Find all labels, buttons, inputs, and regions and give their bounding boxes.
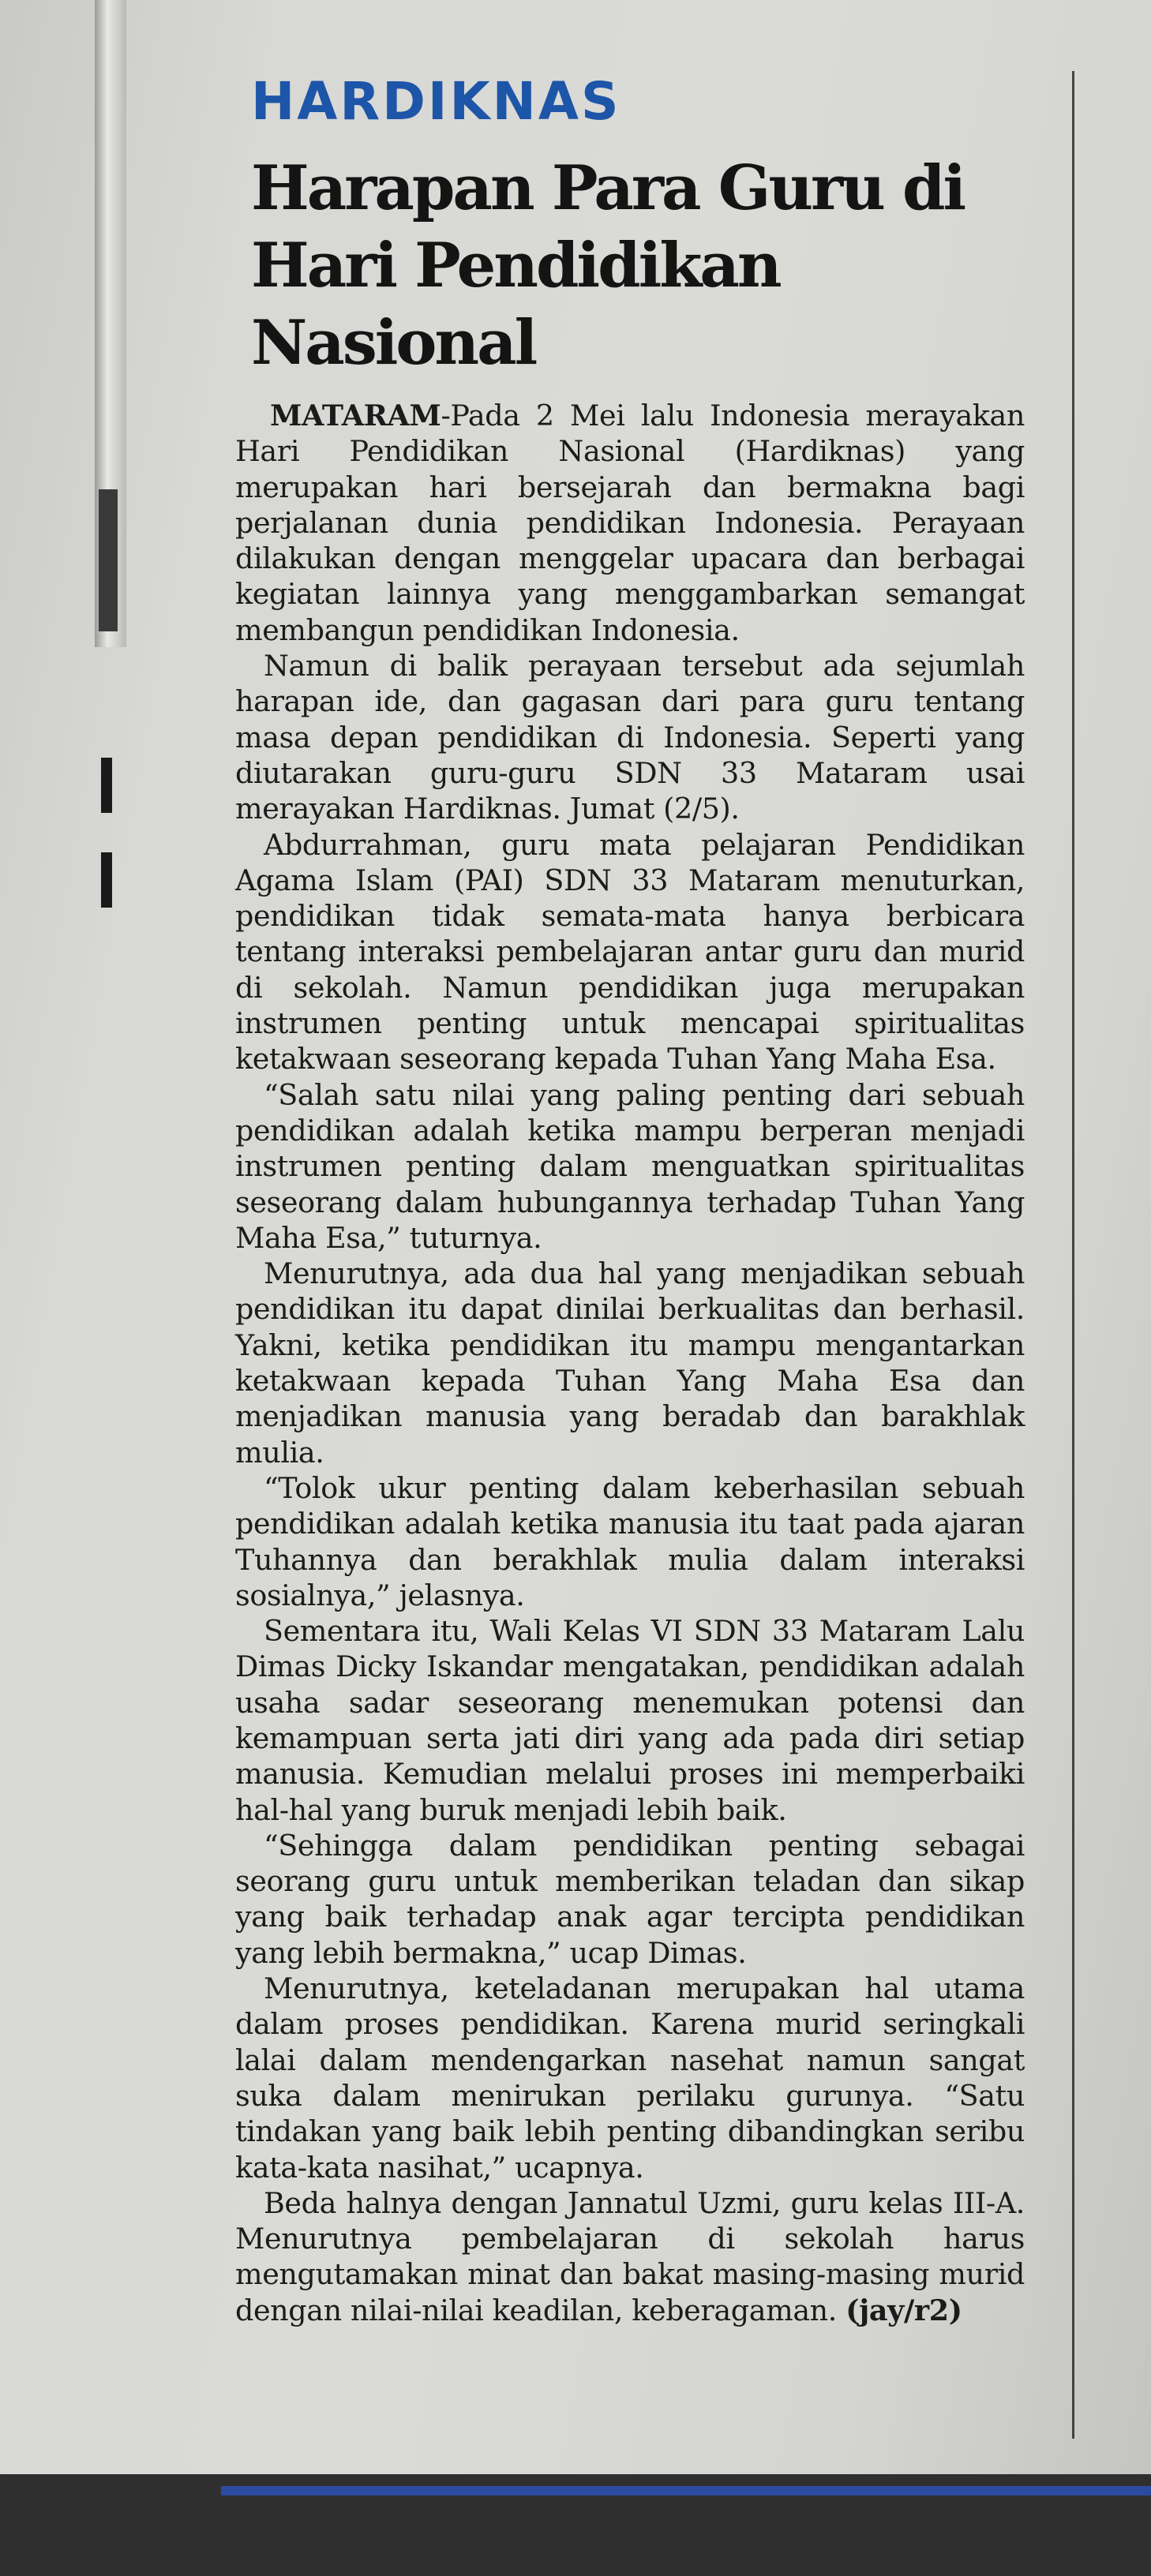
headline: Harapan Para Guru di Hari Pendidikan Nasional [251, 152, 965, 379]
paragraph: Abdurrahman, guru mata pelajaran Pendidikan Agama Islam (PAI) SDN 33 Mataram menuturkan, pendidikan tidak semata-mata hanya berbicara tentang interaksi pembelajaran antar guru dan murid di sekolah. Namun pendidikan juga merupakan instrumen penting untuk mencapai spiritualitas ketakwaan seseorang kepada Tuhan Yang Maha Esa. [235, 827, 1025, 1076]
page-fold-shadow [99, 489, 118, 631]
paragraph: Namun di balik perayaan tersebut ada sejumlah harapan ide, dan gagasan dari para guru tentang masa depan pendidikan di Indonesia. Seperti yang diutarakan guru-guru SDN 33 Mataram usai merayakan Hardiknas. Jumat (2/5). [235, 649, 1025, 826]
paragraph: “Sehingga dalam pendidikan penting sebagai seorang guru untuk memberikan teladan dan sikap yang baik terhadap anak agar tercipta pendidikan yang lebih bermakna,” ucap Dimas. [235, 1828, 1025, 1970]
paragraph: Menurutnya, ada dua hal yang menjadikan sebuah pendidikan itu dapat dinilai berkualitas dan berhasil. Yakni, ketika pendidikan itu mampu mengantarkan ketakwaan kepada Tuhan Yang Maha Esa dan menjadikan manusia yang beradab dan barakhlak mulia. [235, 1256, 1025, 1470]
section-label: HARDIKNAS [251, 71, 621, 132]
column-rule [1072, 71, 1074, 2439]
dateline: MATARAM [270, 399, 441, 432]
paragraph: “Tolok ukur penting dalam keberhasilan sebuah pendidikan adalah ketika manusia itu taat pada ajaran Tuhannya dan berakhlak mulia dalam interaksi sosialnya,” jelasnya. [235, 1470, 1025, 1612]
left-fragment-bar [101, 852, 112, 908]
bottom-rule [221, 2486, 1151, 2496]
left-column-fragment [101, 758, 133, 947]
paragraph: Sementara itu, Wali Kelas VI SDN 33 Mataram Lalu Dimas Dicky Iskandar mengatakan, pendidikan adalah usaha sadar seseorang menemukan potensi dan kemampuan serta jati diri yang ada pada diri setiap manusia. Kemudian melalui proses ini memperbaiki hal-hal yang buruk menjadi lebih baik. [235, 1614, 1025, 1827]
left-fragment-bar [101, 758, 112, 813]
paragraph-text: Beda halnya dengan Jannatul Uzmi, guru kelas III-A. Menurutnya pembelajaran di sekolah harus mengutamakan minat dan bakat masing-masing murid dengan nilai-nilai keadilan, keberagaman. [235, 2185, 1025, 2327]
paragraph [235, 398, 1025, 648]
paragraph: Menurutnya, keteladanan merupakan hal utama dalam proses pendidikan. Karena murid seringkali lalai dalam mendengarkan nasehat namun sangat suka dalam menirukan perilaku gurunya. “Satu tindakan yang baik lebih penting dibandingkan seribu kata-kata nasihat,” ucapnya. [235, 1971, 1025, 2185]
byline: (jay/r2) [845, 2293, 962, 2327]
article [235, 71, 1025, 2328]
paragraph [235, 2185, 1025, 2328]
article-body [235, 398, 1025, 2328]
paragraph: “Salah satu nilai yang paling penting dari sebuah pendidikan adalah ketika mampu berperan menjadi instrumen penting dalam menguatkan spiritualitas seseorang dalam hubungannya terhadap Tuhan Yang Maha Esa,” tuturnya. [235, 1077, 1025, 1255]
paragraph-text: -Pada 2 Mei lalu Indonesia merayakan Hari Pendidikan Nasional (Hardiknas) yang merupakan hari bersejarah dan bermakna bagi perjalanan dunia pendidikan Indonesia. Perayaan dilakukan dengan menggelar upacara dan berbagai kegiatan lainnya yang menggambarkan semangat membangun pendidikan Indonesia. [235, 399, 1025, 647]
